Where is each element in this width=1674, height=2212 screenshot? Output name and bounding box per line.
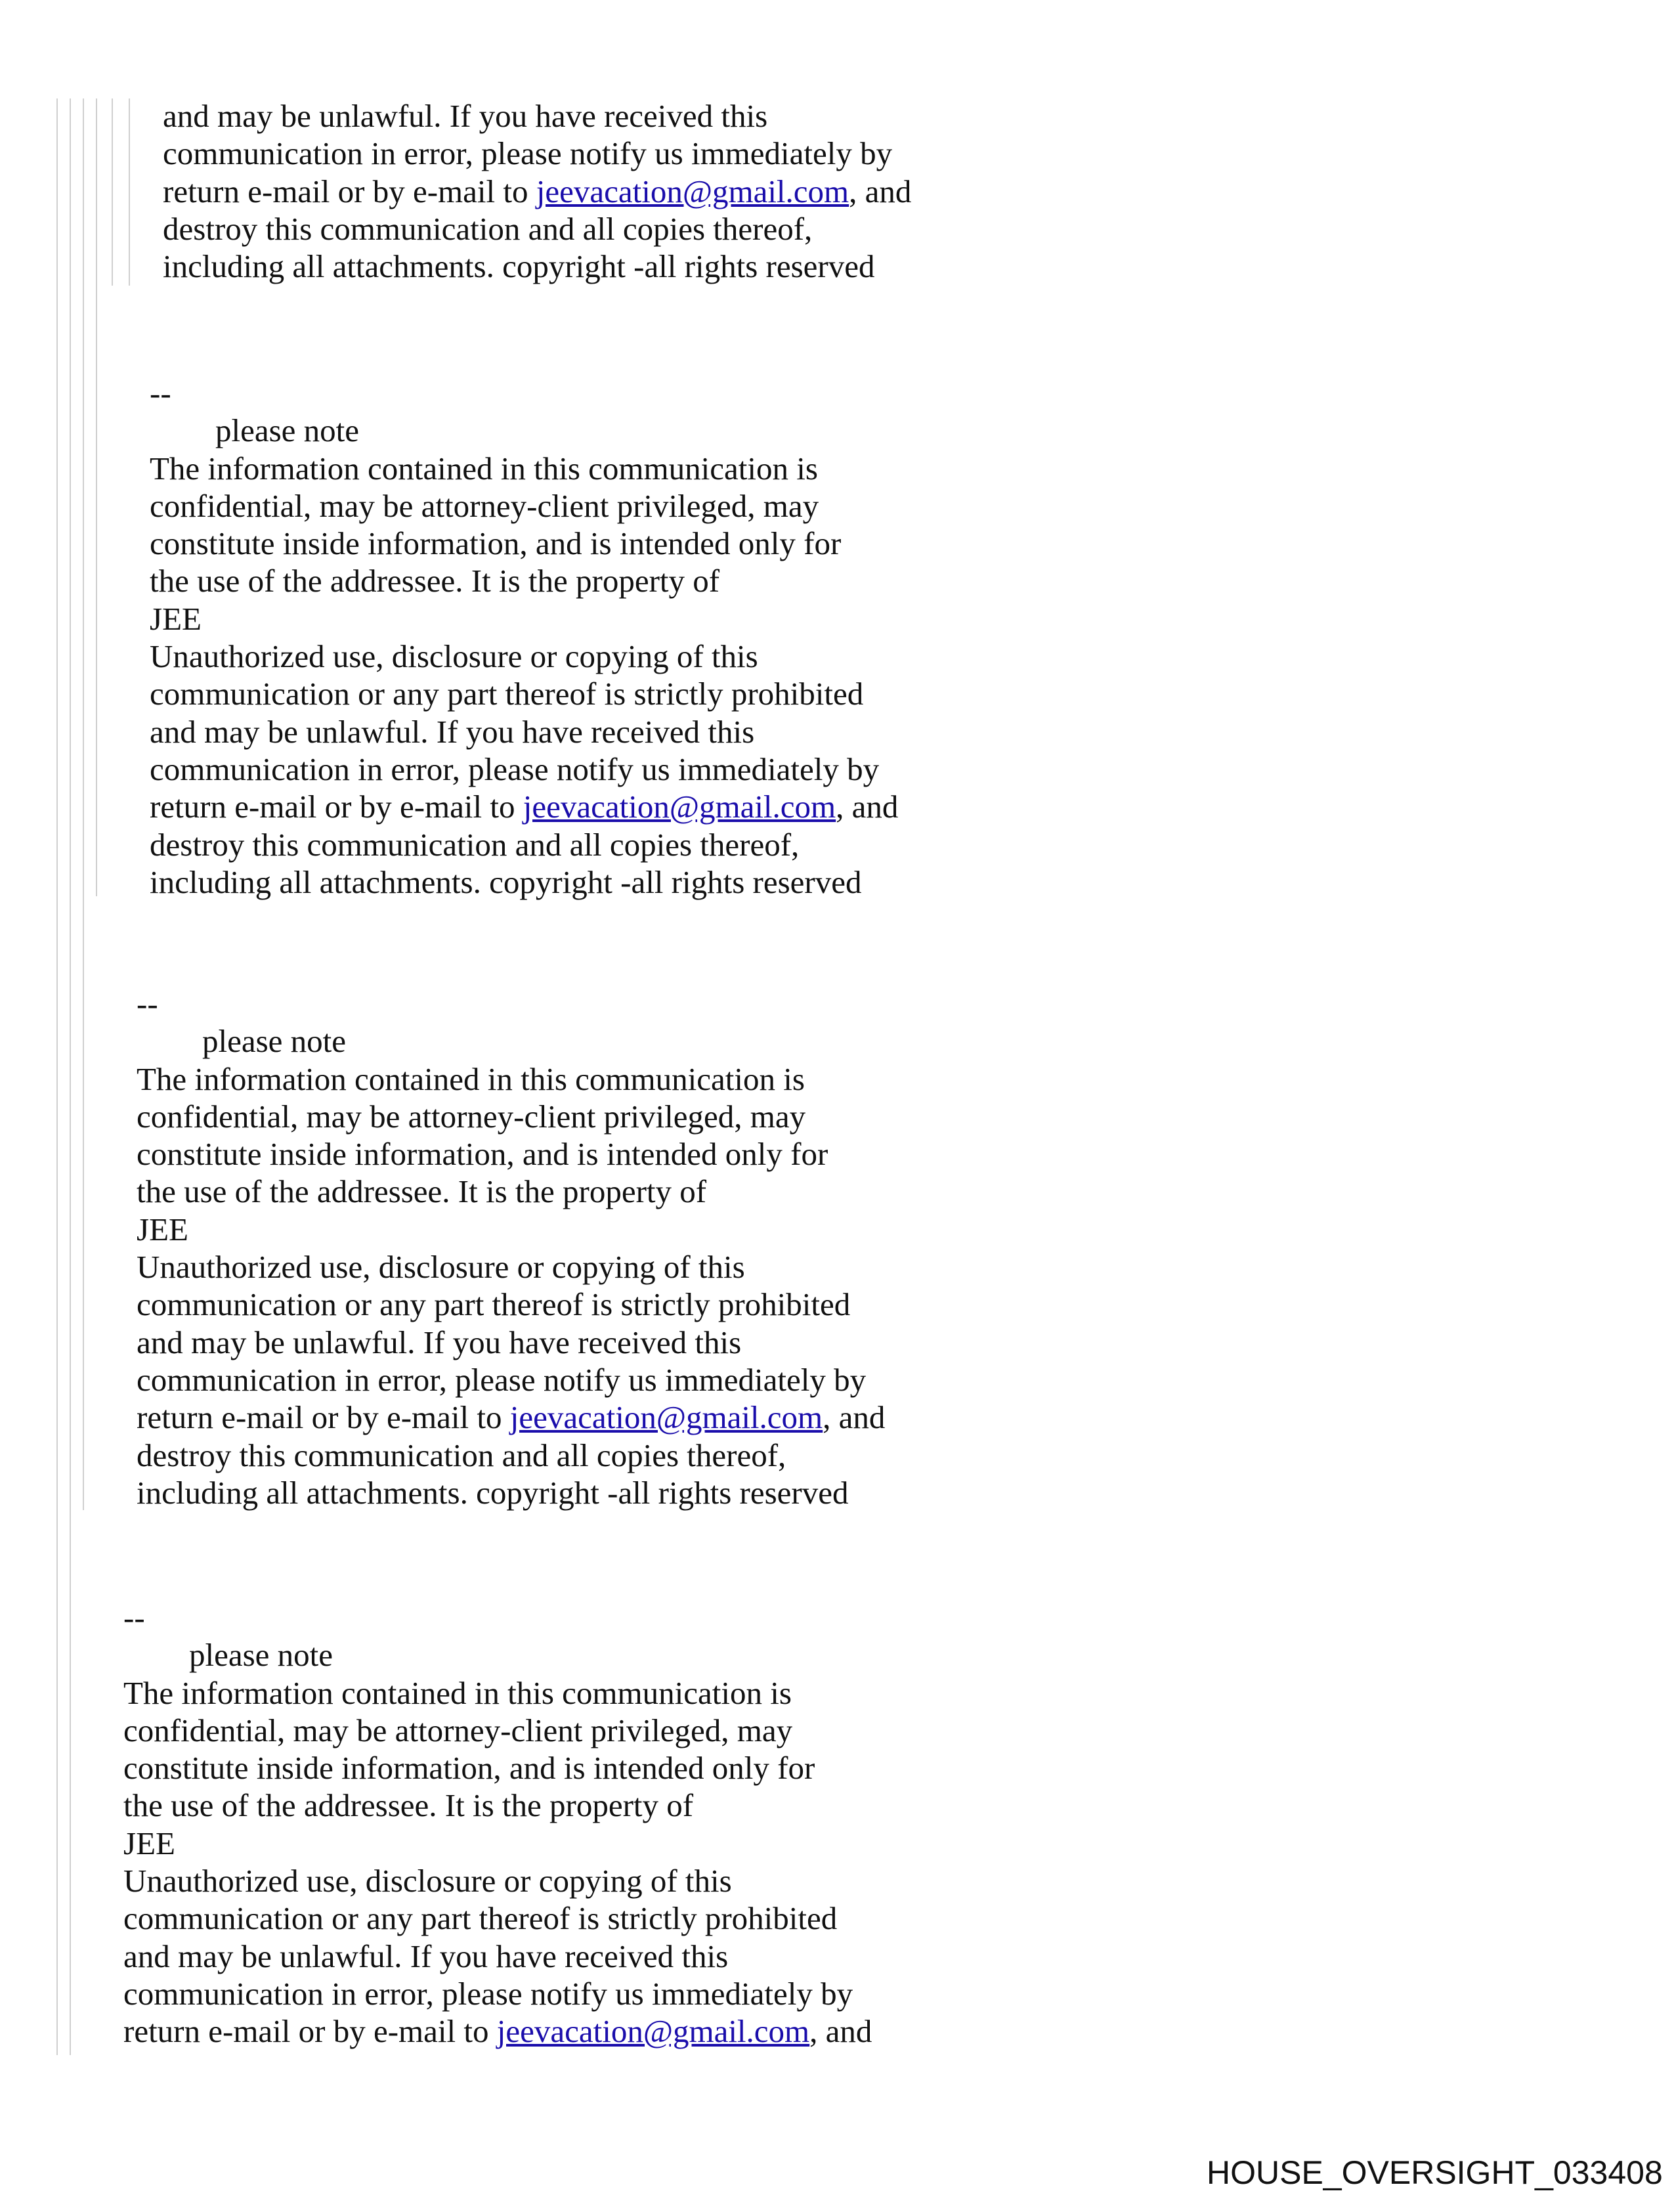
quote-bar <box>96 98 97 896</box>
please-note-label: please note <box>215 412 360 449</box>
text-line: The information contained in this communication is <box>150 450 818 487</box>
text-line: The information contained in this communication is <box>123 1674 792 1711</box>
text-line: constitute inside information, and is intended only for <box>137 1136 828 1173</box>
signature-separator: -- <box>123 1599 145 1636</box>
text-line: and may be unlawful. If you have received this <box>137 1324 742 1360</box>
text-line: JEE <box>123 1825 175 1861</box>
text-line: communication or any part thereof is strictly prohibited <box>150 676 864 712</box>
email-link[interactable]: jeevacation@gmail.com <box>496 2013 810 2050</box>
quote-bar <box>70 98 71 2055</box>
text-line: communication in error, please notify us immediately by <box>150 750 880 787</box>
text-line: the use of the addressee. It is the property of <box>150 563 720 599</box>
email-link[interactable]: jeevacation@gmail.com <box>536 173 849 209</box>
signature-separator: -- <box>150 375 171 411</box>
signature-block <box>150 374 898 901</box>
signature-separator: -- <box>137 986 158 1022</box>
text-line: communication in error, please notify us immediately by <box>163 135 893 172</box>
text-line: the use of the addressee. It is the property of <box>137 1173 707 1210</box>
text-line: and may be unlawful. If you have received this <box>123 1938 729 1974</box>
signature-block <box>123 1599 872 2050</box>
text-line: destroy this communication and all copies thereof, <box>150 826 800 863</box>
quote-bar <box>83 98 84 1510</box>
text-line: Unauthorized use, disclosure or copying of this <box>123 1863 732 1899</box>
text-line: communication or any part thereof is strictly prohibited <box>137 1286 851 1323</box>
quote-bar <box>56 98 58 2055</box>
text-line: constitute inside information, and is intended only for <box>150 525 842 562</box>
text-line: confidential, may be attorney-client privileged, may <box>123 1712 793 1748</box>
text-line: JEE <box>150 600 202 637</box>
email-line: return e-mail or by e-mail to jeevacation@gmail.com, and <box>123 2013 872 2050</box>
bates-number: HOUSE_OVERSIGHT_033408 <box>1207 2154 1663 2191</box>
text-line: destroy this communication and all copies thereof, <box>137 1437 786 1473</box>
text-line: communication in error, please notify us immediately by <box>137 1361 867 1398</box>
quote-bar <box>129 98 130 286</box>
email-link[interactable]: jeevacation@gmail.com <box>523 789 836 825</box>
text-line: and may be unlawful. If you have received this <box>150 713 755 750</box>
text-line: the use of the addressee. It is the property of <box>123 1787 694 1824</box>
text-line: confidential, may be attorney-client privileged, may <box>150 487 819 524</box>
please-note-label: please note <box>189 1637 333 1674</box>
signature-block <box>137 985 885 1511</box>
text-line: including all attachments. copyright -all rights reserved <box>150 863 862 900</box>
text-line: communication in error, please notify us immediately by <box>123 1975 853 2012</box>
email-line: return e-mail or by e-mail to jeevacation@gmail.com, and <box>163 173 912 209</box>
text-line: Unauthorized use, disclosure or copying of this <box>137 1249 745 1286</box>
text-line: including all attachments. copyright -all rights reserved <box>137 1474 849 1511</box>
text-line: including all attachments. copyright -all rights reserved <box>163 248 875 285</box>
text-line: and may be unlawful. If you have received this <box>163 98 768 134</box>
text-line: Unauthorized use, disclosure or copying of this <box>150 638 758 675</box>
quote-bar <box>112 98 113 286</box>
text-line: JEE <box>137 1211 188 1247</box>
email-line: return e-mail or by e-mail to jeevacation@gmail.com, and <box>150 789 899 825</box>
please-note-label: please note <box>202 1023 347 1060</box>
email-link[interactable]: jeevacation@gmail.com <box>509 1399 823 1436</box>
text-line: confidential, may be attorney-client privileged, may <box>137 1098 806 1135</box>
quoted-disclaimer-fragment <box>163 97 911 285</box>
text-line: communication or any part thereof is strictly prohibited <box>123 1900 838 1937</box>
text-line: constitute inside information, and is intended only for <box>123 1750 815 1787</box>
text-line: destroy this communication and all copies thereof, <box>163 210 813 247</box>
email-line: return e-mail or by e-mail to jeevacation@gmail.com, and <box>137 1399 886 1436</box>
text-line: The information contained in this communication is <box>137 1060 805 1097</box>
